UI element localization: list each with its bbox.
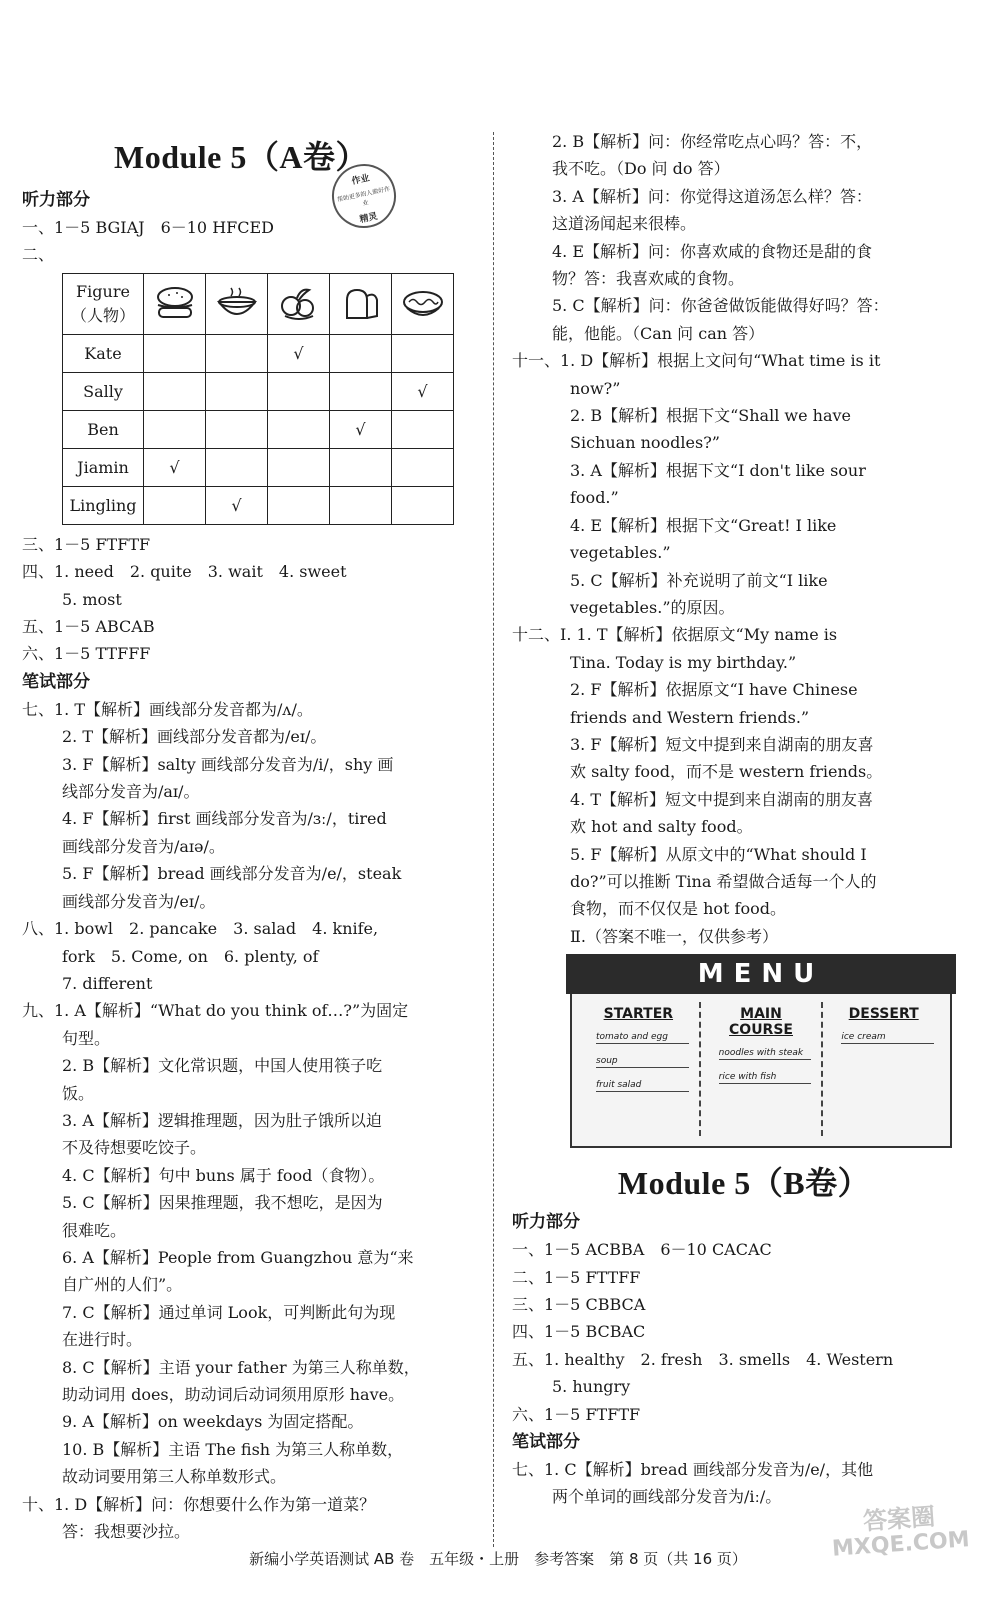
- answer-line: 我不吃。（Do 问 do 答）: [552, 159, 730, 179]
- check-cell: [330, 334, 392, 372]
- answer-line: 六、1－5 FTFTF: [512, 1404, 641, 1424]
- menu-heading: STARTER: [603, 1006, 674, 1023]
- answer-line: 画线部分发音为/aɪə/。: [62, 836, 225, 856]
- answer-line: 十一、1. D【解析】根据上文问句“What time is it: [512, 351, 881, 371]
- noodles-icon: [392, 273, 454, 334]
- answer-line: 这道汤闻起来很棒。: [552, 214, 697, 234]
- menu-heading: DESSERT: [848, 1006, 919, 1023]
- answer-line: 答：我想要沙拉。: [62, 1522, 191, 1542]
- answer-line: 3. A【解析】根据下文“I don't like sour: [570, 460, 866, 480]
- answer-line: 故动词要用第三人称单数形式。: [62, 1467, 287, 1487]
- answer-line: 2. B【解析】根据下文“Shall we have: [570, 406, 852, 426]
- check-cell: [268, 448, 330, 486]
- answer-line: 八、1. bowl 2. pancake 3. salad 4. knife,: [22, 919, 379, 939]
- answer-line: 饭。: [62, 1083, 95, 1103]
- check-cell: [392, 410, 454, 448]
- answer-line: 10. B【解析】主语 The fish 为第三人称单数，: [62, 1439, 404, 1459]
- section-listening: 听力部分: [22, 190, 90, 210]
- food-preference-table: [62, 273, 454, 525]
- answer-line: vegetables.”: [570, 543, 671, 563]
- answer-line: 5. F【解析】bread 画线部分发音为/e/，steak: [62, 864, 402, 884]
- menu-column-starter: [578, 1002, 701, 1136]
- check-cell: [144, 486, 206, 524]
- answer-line: 三、1－5 CBBCA: [512, 1295, 646, 1314]
- left-column: [22, 128, 480, 1545]
- check-cell: [268, 410, 330, 448]
- module-title-a: Module 5（A卷）: [113, 139, 368, 175]
- row-name: Sally: [63, 372, 144, 410]
- section-writing: 笔试部分: [512, 1432, 580, 1453]
- answer-line: 4. C【解析】句中 buns 属于 food（食物）。: [62, 1165, 385, 1185]
- answer-line: Tina. Today is my birthday.”: [570, 652, 797, 672]
- column-divider: [493, 132, 494, 1547]
- answer-line: 三、1－5 FTFTF: [22, 534, 151, 554]
- row-name: Jiamin: [63, 448, 144, 486]
- check-cell: [206, 410, 268, 448]
- answer-line: 4. E【解析】问：你喜欢咸的食物还是甜的食: [552, 241, 873, 261]
- watermark: 答案圈 MXQE.COM: [831, 1502, 971, 1562]
- answer-line: 6. A【解析】People from Guangzhou 意为“来: [62, 1247, 414, 1267]
- vegetables-icon: [268, 273, 330, 334]
- answer-line: 5. hungry: [552, 1377, 631, 1397]
- hamburger-icon: [144, 273, 206, 334]
- answer-line: 3. F【解析】salty 画线部分发音为/i/，shy 画: [62, 754, 394, 774]
- answer-line: food.”: [570, 488, 619, 508]
- answer-line: fork 5. Come, on 6. plenty, of: [62, 946, 319, 966]
- answer-line: 七、1. C【解析】bread 画线部分发音为/e/，其他: [512, 1460, 874, 1480]
- answer-line: 二、: [22, 245, 55, 265]
- answer-line: 4. E【解析】根据下文“Great! I like: [570, 515, 837, 535]
- answer-line: 在进行时。: [62, 1330, 143, 1350]
- right-column: [512, 128, 976, 1511]
- answer-line: 2. B【解析】文化常识题，中国人使用筷子吃: [62, 1056, 383, 1076]
- answer-line: 欢 salty food，而不是 western friends。: [570, 762, 883, 782]
- row-name: Lingling: [63, 486, 144, 524]
- answer-line: 5. most: [62, 589, 122, 609]
- menu-title: MENU: [566, 954, 956, 994]
- bread-icon: [330, 273, 392, 334]
- answer-line: 7. different: [62, 973, 153, 993]
- menu-item: noodles with steak: [719, 1048, 812, 1060]
- answer-line: 九、1. A【解析】“What do you think of…?”为固定: [22, 1001, 409, 1021]
- check-cell: √: [330, 410, 392, 448]
- soup-icon: [206, 273, 268, 334]
- check-cell: [144, 334, 206, 372]
- menu-column-dessert: [823, 1002, 944, 1136]
- answer-line: 2. F【解析】依据原文“I have Chinese: [570, 680, 858, 700]
- answer-line: 一、1－5 BGIAJ 6－10 HFCED: [22, 218, 275, 237]
- menu-item: tomato and egg: [596, 1032, 689, 1044]
- check-cell: √: [392, 372, 454, 410]
- answer-line: 两个单词的画线部分发音为/iː/。: [552, 1487, 782, 1507]
- answer-line: friends and Western friends.”: [570, 707, 810, 727]
- table-header-figure: Figure（人物）: [63, 273, 144, 334]
- answer-line: 欢 hot and salty food。: [570, 817, 753, 837]
- answer-line: 四、1－5 BCBAC: [512, 1322, 646, 1342]
- answer-line: Ⅱ.（答案不唯一，仅供参考）: [570, 926, 778, 946]
- answer-line: 画线部分发音为/eɪ/。: [62, 891, 216, 911]
- module-title-b: Module 5（B卷）: [617, 1165, 871, 1202]
- answer-line: 五、1. healthy 2. fresh 3. smells 4. Western: [512, 1349, 894, 1369]
- answer-line: 物？答：我喜欢咸的食物。: [552, 269, 745, 289]
- answer-line: 六、1－5 TTFFF: [22, 644, 151, 664]
- answer-line: 7. C【解析】通过单词 Look，可判断此句为现: [62, 1302, 396, 1322]
- row-name: Ben: [63, 410, 144, 448]
- check-cell: [392, 334, 454, 372]
- menu-board: [570, 956, 952, 1148]
- answer-line: now?”: [570, 378, 621, 398]
- menu-heading: MAIN COURSE: [729, 1006, 793, 1039]
- answer-line: 8. C【解析】主语 your father 为第三人称单数，: [62, 1357, 420, 1377]
- answer-line: 自广州的人们”。: [62, 1275, 183, 1295]
- answer-line: 十、1. D【解析】问：你想要什么作为第一道菜？: [22, 1494, 376, 1514]
- check-cell: [206, 448, 268, 486]
- answer-line: 3. F【解析】短文中提到来自湖南的朋友喜: [570, 734, 874, 754]
- answer-line: 5. C【解析】因果推理题，我不想吃，是因为: [62, 1193, 383, 1213]
- answer-line: vegetables.”的原因。: [570, 597, 735, 617]
- menu-item: soup: [596, 1056, 689, 1068]
- check-cell: √: [144, 448, 206, 486]
- answer-line: 食物，而不仅仅是 hot food。: [570, 899, 786, 919]
- check-cell: √: [206, 486, 268, 524]
- row-name: Kate: [63, 334, 144, 372]
- check-cell: [392, 448, 454, 486]
- answer-line: 七、1. T【解析】画线部分发音都为/ʌ/。: [22, 699, 313, 719]
- answer-line: 二、1－5 FTTFF: [512, 1267, 641, 1287]
- check-cell: [144, 372, 206, 410]
- menu-item: rice with fish: [719, 1072, 812, 1084]
- section-writing: 笔试部分: [22, 671, 90, 692]
- page-footer: 新编小学英语测试 AB 卷 五年级・上册 参考答案 第 8 页（共 16 页）: [249, 1550, 747, 1568]
- answer-line: 能，他能。（Can 问 can 答）: [552, 323, 765, 343]
- answer-line: 5. F【解析】从原文中的“What should I: [570, 844, 867, 864]
- answer-line: 一、1－5 ACBBA 6－10 CACAC: [512, 1240, 772, 1260]
- answer-line: 4. F【解析】first 画线部分发音为/ɜː/，tired: [62, 809, 387, 829]
- check-cell: [144, 410, 206, 448]
- check-cell: [330, 486, 392, 524]
- answer-line: 5. C【解析】问：你爸爸做饭能做得好吗？答：: [552, 296, 889, 316]
- answer-line: 五、1－5 ABCAB: [22, 617, 155, 637]
- answer-line: 句型。: [62, 1028, 111, 1048]
- check-cell: [206, 372, 268, 410]
- answer-line: 线部分发音为/aɪ/。: [62, 782, 200, 802]
- check-cell: √: [268, 334, 330, 372]
- answer-line: 9. A【解析】on weekdays 为固定搭配。: [62, 1412, 364, 1432]
- answer-line: 3. A【解析】问：你觉得这道汤怎么样？答：: [552, 186, 872, 206]
- check-cell: [206, 334, 268, 372]
- answer-line: 助动词用 does，助动词后动词须用原形 have。: [62, 1385, 405, 1404]
- answer-line: 2. T【解析】画线部分发音都为/eɪ/。: [62, 727, 327, 747]
- check-cell: [392, 486, 454, 524]
- section-listening: 听力部分: [512, 1212, 580, 1233]
- answer-line: 4. T【解析】短文中提到来自湖南的朋友喜: [570, 789, 874, 809]
- answer-line: 3. A【解析】逻辑推理题，因为肚子饿所以迫: [62, 1110, 382, 1130]
- menu-column-main: [701, 1002, 824, 1136]
- answer-line: 十二、Ⅰ. 1. T【解析】依据原文“My name is: [512, 625, 838, 645]
- check-cell: [268, 486, 330, 524]
- check-cell: [330, 372, 392, 410]
- answer-line: 四、1. need 2. quite 3. wait 4. sweet: [22, 562, 347, 582]
- answer-line: Sichuan noodles?”: [570, 433, 720, 453]
- menu-item: ice cream: [841, 1032, 934, 1044]
- homework-stamp: 作业 帮助更多的人做好作业 精灵: [326, 158, 402, 234]
- answer-line: 5. C【解析】补充说明了前文“I like: [570, 570, 828, 590]
- check-cell: [268, 372, 330, 410]
- answer-line: 很难吃。: [62, 1220, 127, 1240]
- answer-line: do?”可以推断 Tina 希望做合适每一个人的: [570, 871, 877, 891]
- answer-line: 2. B【解析】问：你经常吃点心吗？答：不，: [552, 132, 873, 151]
- check-cell: [330, 448, 392, 486]
- menu-item: fruit salad: [596, 1080, 689, 1092]
- answer-line: 不及待想要吃饺子。: [62, 1138, 207, 1158]
